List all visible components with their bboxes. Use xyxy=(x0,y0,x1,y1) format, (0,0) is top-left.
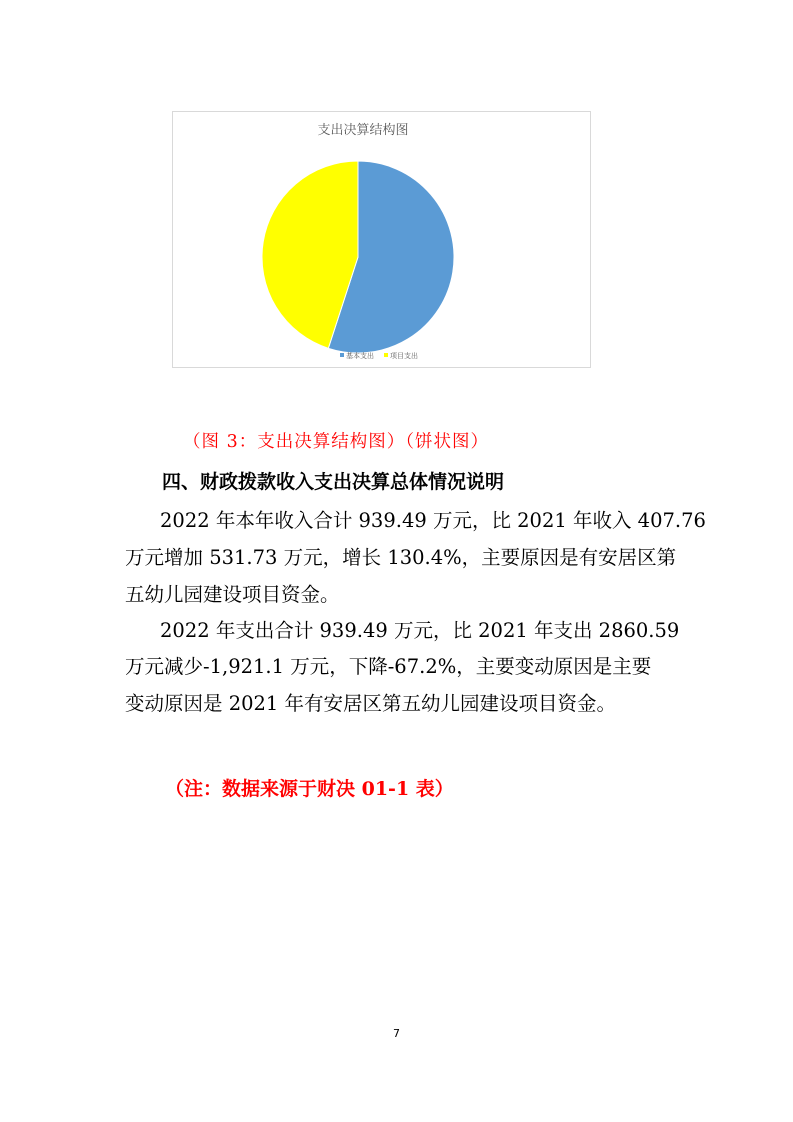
figure-caption: （图 3：支出决算结构图）（饼状图） xyxy=(183,432,489,452)
paragraph2-line: 万元减少-1,921.1 万元，下降-67.2%，主要变动原因是主要 xyxy=(125,655,652,678)
paragraph1-line: 万元增加 531.73 万元，增长 130.4%，主要原因是有安居区第 xyxy=(125,546,677,569)
chart-title: 支出决算结构图 xyxy=(317,123,409,138)
paragraph1-line: 五幼儿园建设项目资金。 xyxy=(125,583,340,606)
paragraph2-line: 变动原因是 2021 年有安居区第五幼儿园建设项目资金。 xyxy=(125,692,617,715)
legend-label-1: 基本支出 xyxy=(346,352,374,360)
pie-chart xyxy=(172,111,591,368)
pie-chart-svg xyxy=(173,112,592,369)
page-number: 7 xyxy=(393,1027,400,1040)
legend-swatch-2 xyxy=(384,353,388,357)
paragraph1-line: 2022 年本年收入合计 939.49 万元，比 2021 年收入 407.76 xyxy=(160,509,706,532)
legend-label-2: 项目支出 xyxy=(390,352,418,360)
paragraph2-line: 2022 年支出合计 939.49 万元，比 2021 年支出 2860.59 xyxy=(160,619,680,642)
section-heading: 四、财政拨款收入支出决算总体情况说明 xyxy=(162,471,505,493)
data-source-note: （注：数据来源于财决 01-1 表） xyxy=(165,778,454,800)
legend-swatch-1 xyxy=(340,353,344,357)
